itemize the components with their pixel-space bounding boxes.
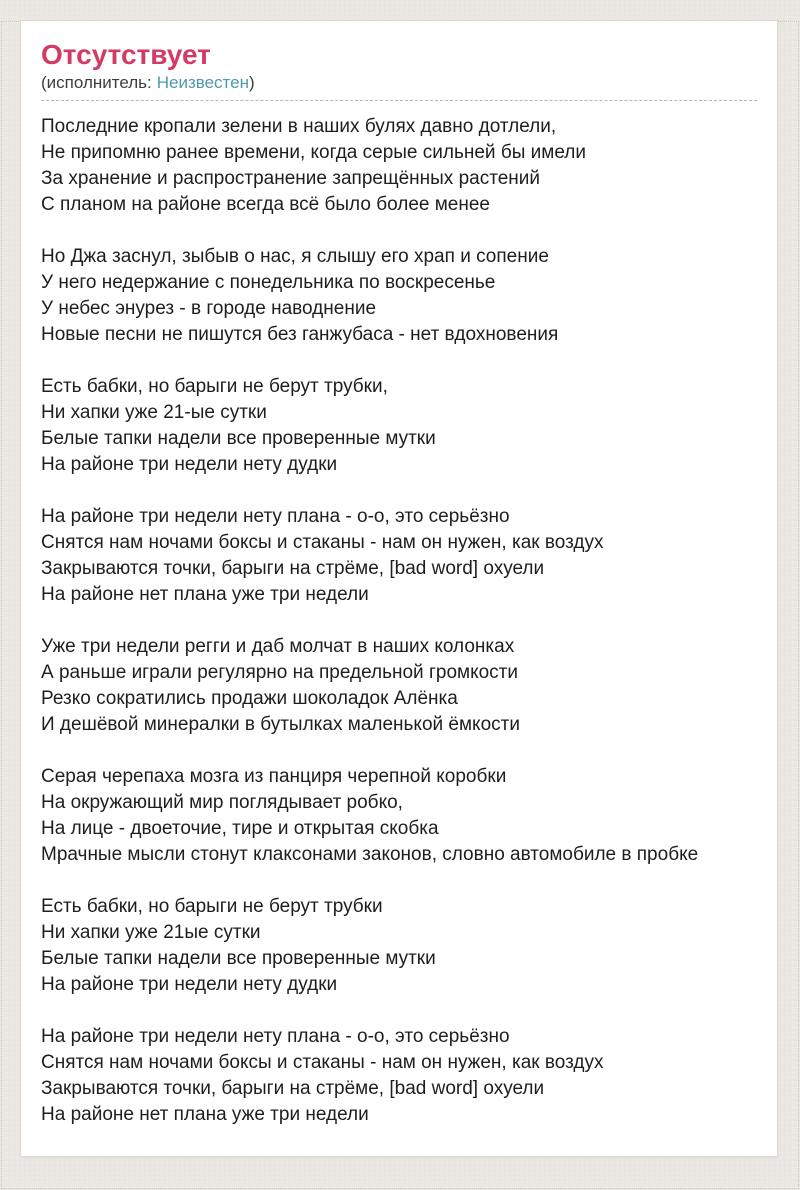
lyric-line: На районе три недели нету плана - о-о, это серьёзно <box>41 1026 510 1047</box>
lyric-line: На районе нет плана уже три недели <box>41 584 369 605</box>
stanza <box>41 114 757 218</box>
lyric-line: Уже три недели регги и даб молчат в наших колонках <box>41 636 515 657</box>
lyric-line: Снятся нам ночами боксы и стаканы - нам он нужен, как воздух <box>41 532 604 553</box>
lyric-line: На районе три недели нету плана - о-о, это серьёзно <box>41 506 510 527</box>
lyric-line: Ни хапки уже 21ые сутки <box>41 922 261 943</box>
lyric-line: Белые тапки надели все проверенные мутки <box>41 948 436 969</box>
lyric-line: Но Джа заснул, зыбыв о нас, я слышу его храп и сопение <box>41 246 549 267</box>
lyric-line: И дешёвой минералки в бутылках маленькой ёмкости <box>41 714 520 735</box>
lyric-line: Новые песни не пишутся без ганжубаса - нет вдохновения <box>41 324 559 345</box>
artist-line <box>41 73 757 101</box>
lyric-line: Резко сократились продажи шоколадок Алёнка <box>41 688 458 709</box>
lyric-line: А раньше играли регулярно на предельной громкости <box>41 662 518 683</box>
artist-link[interactable]: Неизвестен <box>156 73 249 92</box>
lyric-line: У него недержание с понедельника по воскресенье <box>41 272 496 293</box>
lyric-line: Есть бабки, но барыги не берут трубки, <box>41 376 388 397</box>
stanza <box>41 764 757 868</box>
lyric-line: На окружающий мир поглядывает робко, <box>41 792 403 813</box>
artist-label: (исполнитель: <box>41 73 152 92</box>
lyric-line: Белые тапки надели все проверенные мутки <box>41 428 436 449</box>
lyric-line: Серая черепаха мозга из панциря черепной коробки <box>41 766 507 787</box>
stanza <box>41 1024 757 1128</box>
stanza <box>41 634 757 738</box>
lyric-line: У небес энурез - в городе наводнение <box>41 298 377 319</box>
lyric-line: Мрачные мысли стонут клаксонами законов, словно автомобиле в пробке <box>41 844 699 865</box>
stanza <box>41 374 757 478</box>
lyric-line: Закрываются точки, барыги на стрёме, [bad word] охуели <box>41 558 545 579</box>
lyric-line: На районе три недели нету дудки <box>41 454 338 475</box>
lyric-line: На лице - двоеточие, тире и открытая скобка <box>41 818 439 839</box>
lyric-line: С планом на районе всегда всё было более менее <box>41 194 490 215</box>
lyrics-text <box>41 114 757 1128</box>
lyric-line: Есть бабки, но барыги не берут трубки <box>41 896 383 917</box>
stanza <box>41 894 757 998</box>
stanza <box>41 244 757 348</box>
song-title: Отсутствует <box>41 39 211 70</box>
lyric-line: Ни хапки уже 21-ые сутки <box>41 402 267 423</box>
artist-label-close: ) <box>249 73 255 92</box>
lyric-line: На районе нет плана уже три недели <box>41 1104 369 1125</box>
lyric-line: На районе три недели нету дудки <box>41 974 338 995</box>
lyric-line: За хранение и распространение запрещённых растений <box>41 168 540 189</box>
lyric-line: Закрываются точки, барыги на стрёме, [bad word] охуели <box>41 1078 545 1099</box>
stanza <box>41 504 757 608</box>
lyrics-card <box>20 20 778 1157</box>
lyric-line: Не припомню ранее времени, когда серые сильней бы имели <box>41 142 586 163</box>
lyric-line: Снятся нам ночами боксы и стаканы - нам он нужен, как воздух <box>41 1052 604 1073</box>
lyric-line: Последние кропали зелени в наших булях давно дотлели, <box>41 116 557 137</box>
